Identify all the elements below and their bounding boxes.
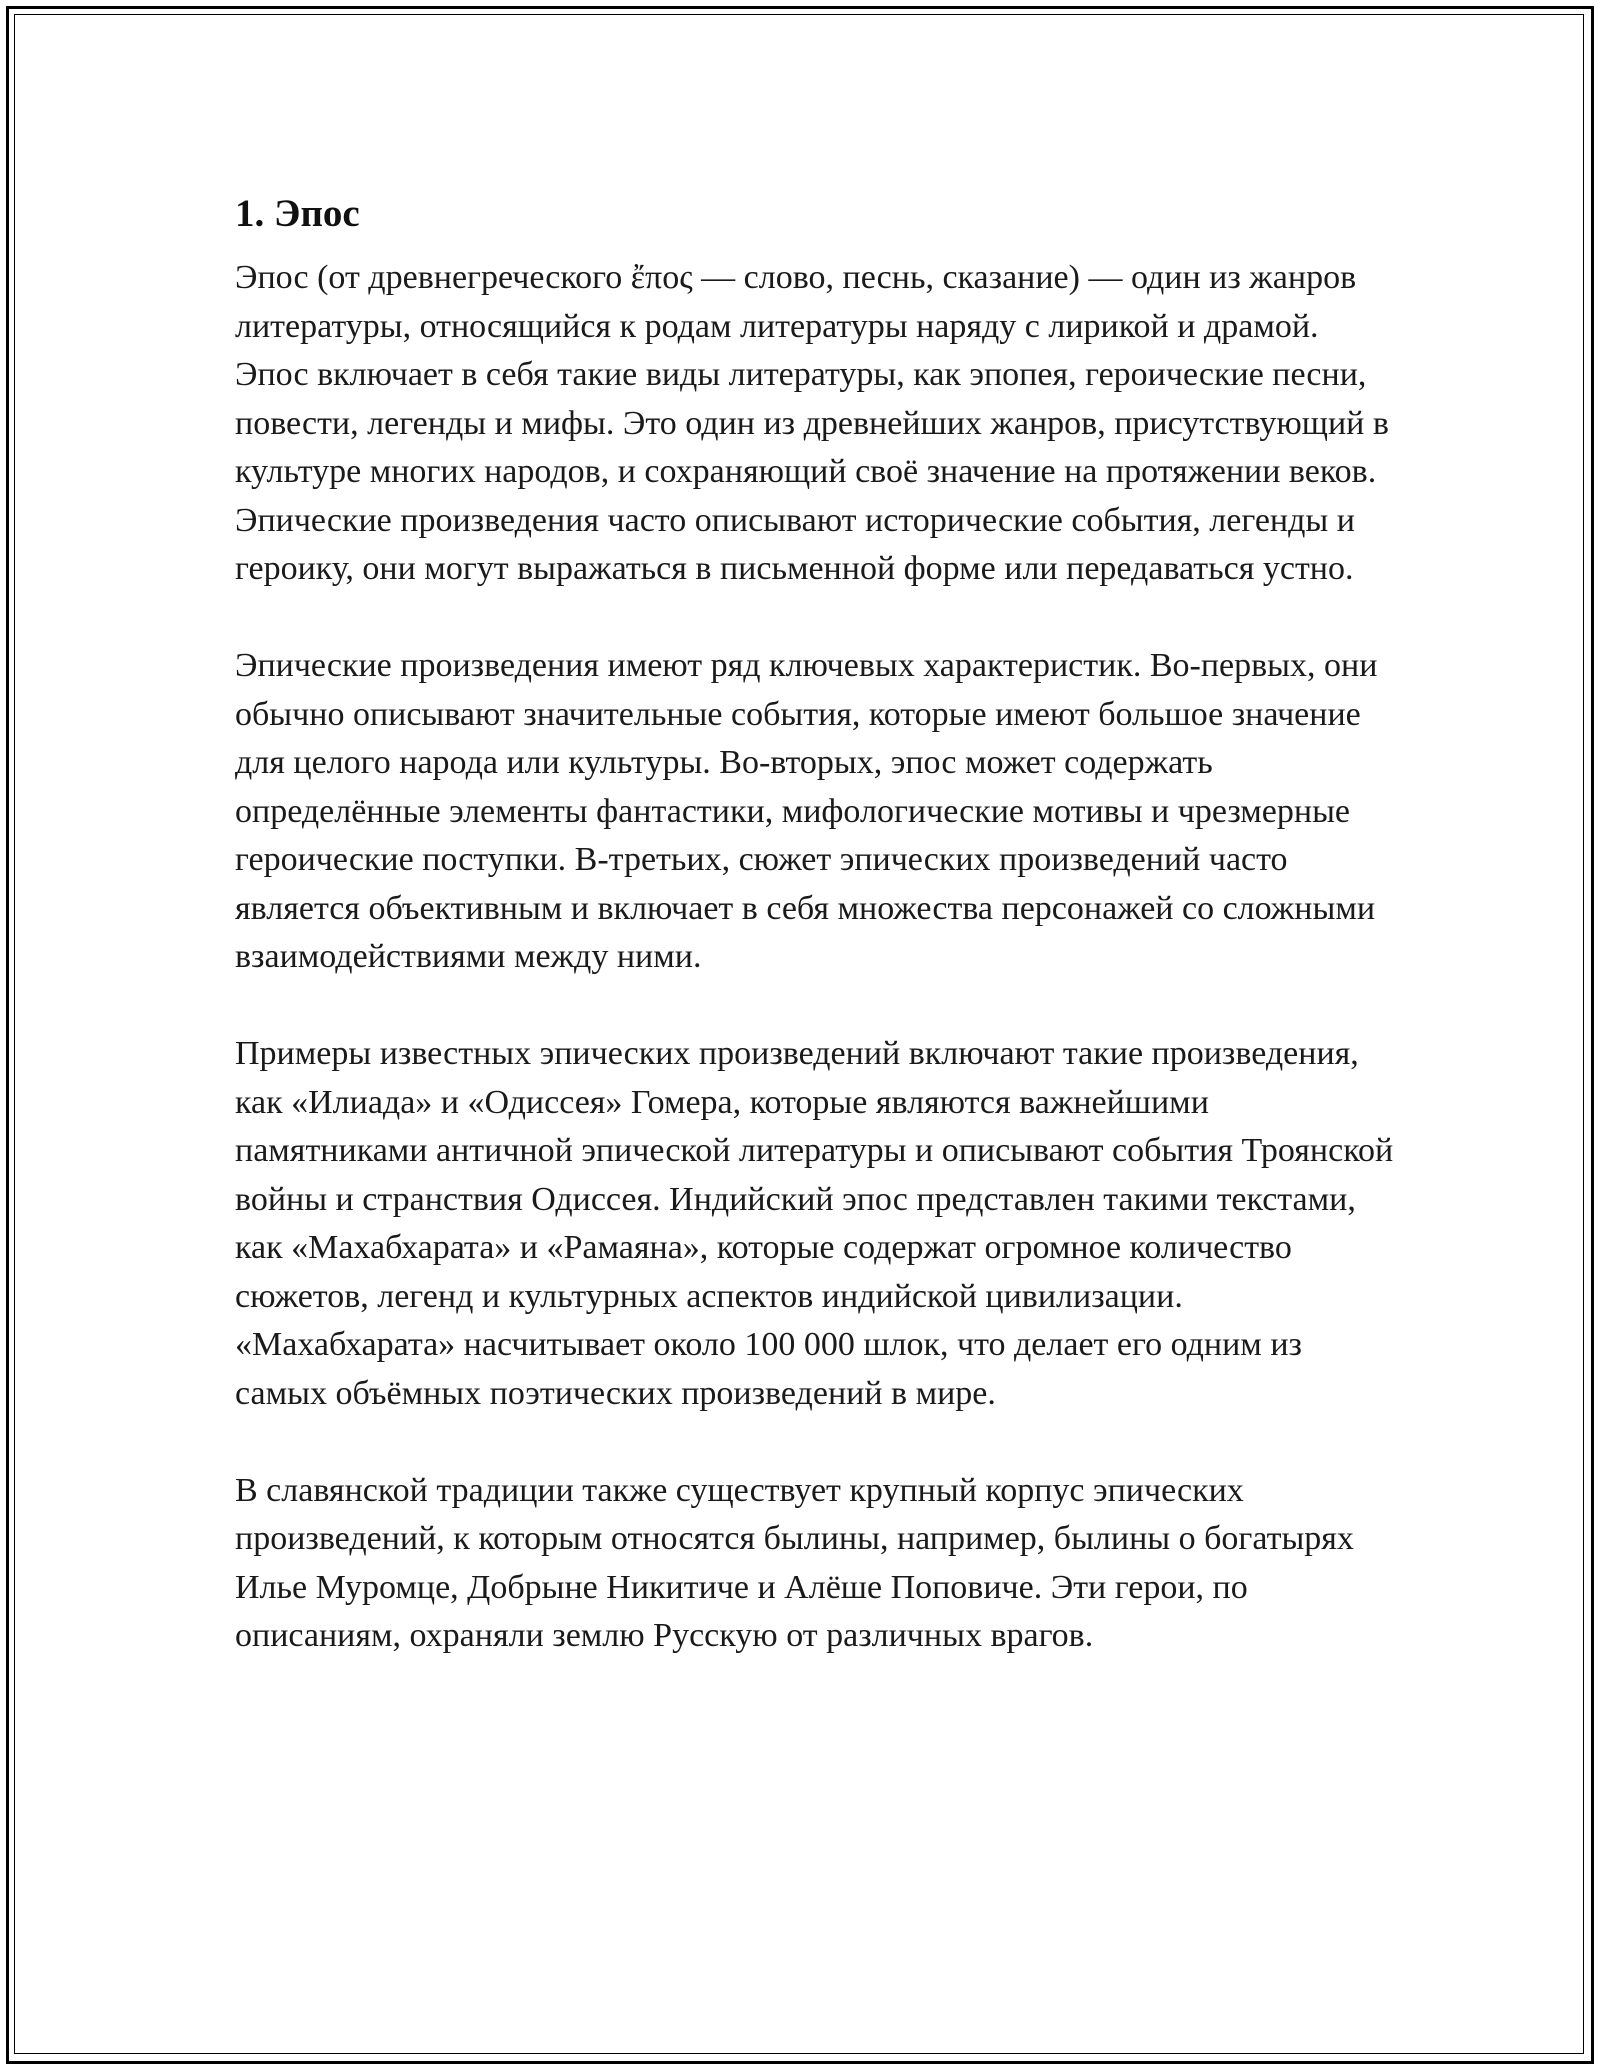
paragraph-definition: Эпос (от древнегреческого ἔπος — слово, песнь, сказание) — один из жанров литературы, относящийся к родам литературы наряду с лирикой и драмой. Эпос включает в себя такие виды литературы, как эпопея, героические песни, повести, легенды и мифы. Это один из древнейших жанров, присутствующий в культуре многих народов, и сохраняющий своё значение на протяжении веков. Эпические произведения часто описывают исторические события, легенды и героику, они могут выражаться в письменной форме или передаваться устно.: [235, 259, 1389, 587]
document-body: [235, 186, 1395, 1709]
section-heading: 1. Эпос: [235, 192, 360, 235]
paragraph-characteristics: Эпические произведения имеют ряд ключевых характеристик. Во-первых, они обычно описывают значительные события, которые имеют большое значение для целого народа или культуры. Во-вторых, эпос может содержать определённые элементы фантастики, мифологические мотивы и чрезмерные героические поступки. В-третьих, сюжет эпических произведений часто является объективным и включает в себя множества персонажей со сложными взаимодействиями между ними.: [235, 647, 1378, 975]
paragraph-examples: Примеры известных эпических произведений включают такие произведения, как «Илиада» и «Одиссея» Гомера, которые являются важнейшими памятниками античной эпической литературы и описывают события Троянской войны и странствия Одиссея. Индийский эпос представлен такими текстами, как «Махабхарата» и «Рамаяна», которые содержат огромное количество сюжетов, легенд и культурных аспектов индийской цивилизации. «Махабхарата» насчитывает около 100 000 шлок, что делает его одним из самых объёмных поэтических произведений в мире.: [235, 1035, 1394, 1412]
paragraph-slavic-tradition: В славянской традиции также существует крупный корпус эпических произведений, к которым относятся былины, например, былины о богатырях Илье Муромце, Добрыне Никитиче и Алёше Поповиче. Эти герои, по описаниям, охраняли землю Русскую от различных врагов.: [235, 1471, 1354, 1654]
